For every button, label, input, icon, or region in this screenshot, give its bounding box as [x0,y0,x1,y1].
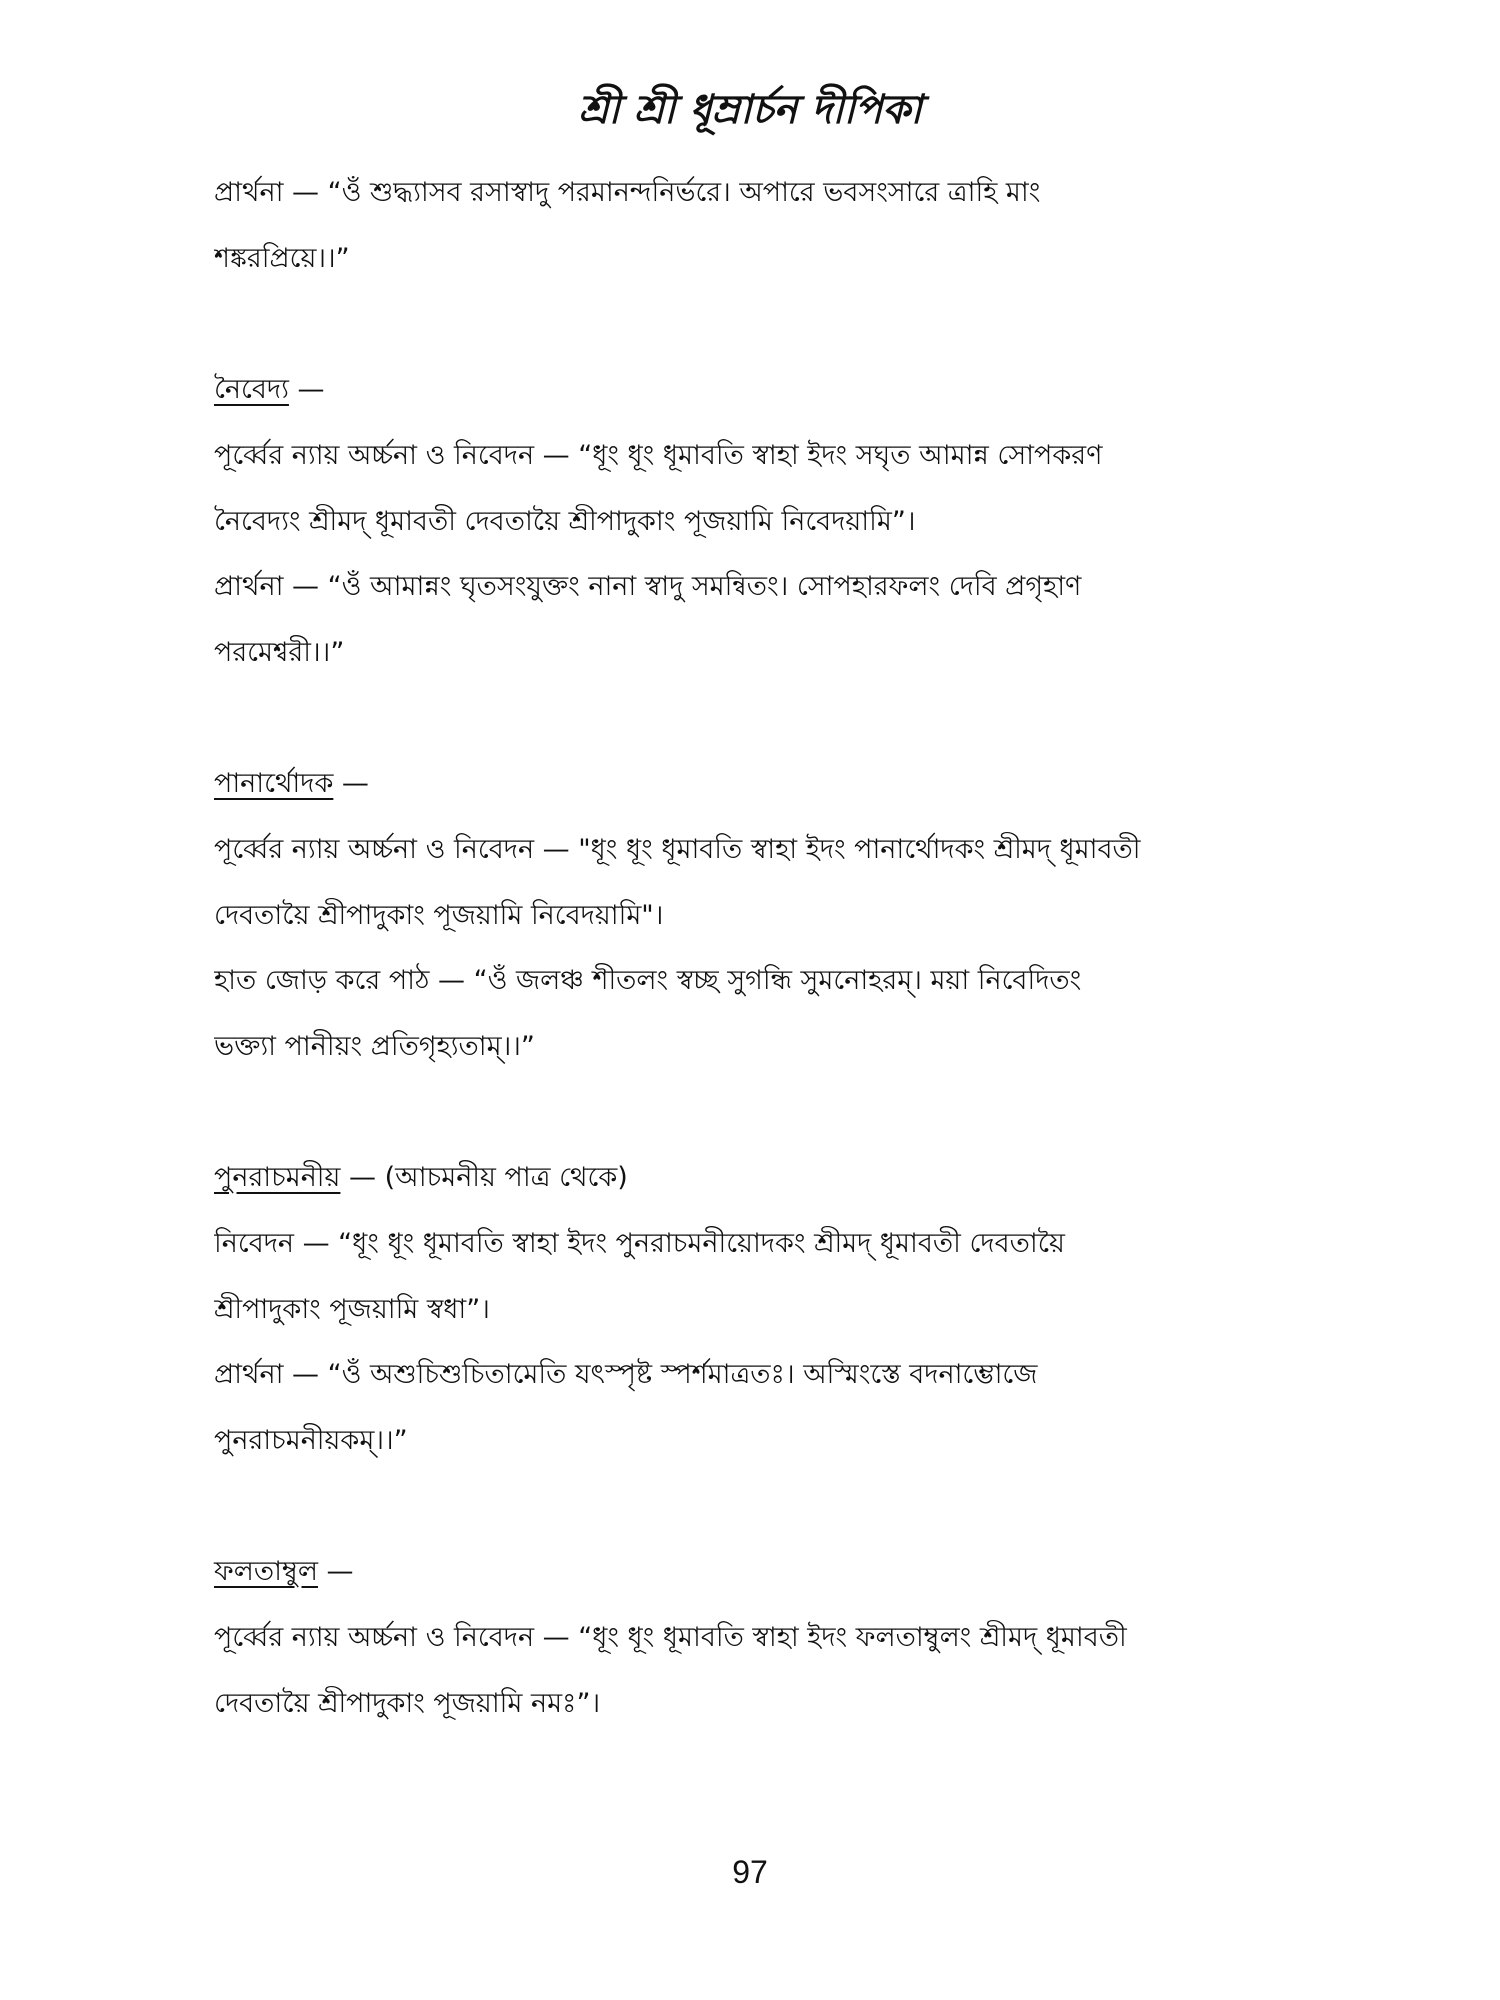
text-line: প্রার্থনা — “ওঁ আমান্নং ঘৃতসংযুক্তং নানা স্বাদু সমন্বিতং। সোপহারফলং দেবি প্রগৃহাণ [214,571,1082,602]
text-line: পূর্ব্বের ন্যায় অর্চ্চনা ও নিবেদন — “ধূং ধূং ধূমাবতি স্বাহা ইদং ফলতাম্বুলং শ্রীমদ্ ধূমাবতী [214,1622,1127,1653]
section-heading-label: পুনরাচমনীয় [214,1162,341,1193]
section-heading-panarthodak [214,762,369,806]
section-heading-suffix: — [317,1556,354,1587]
section-heading-suffix: — [288,374,325,405]
section-heading-naivedya [214,368,325,412]
text-line: প্রার্থনা — “ওঁ শুদ্ধ্যাসব রসাস্বাদু পরমানন্দনির্ভরে। অপারে ভবসংসারে ত্রাহি মাং [214,177,1041,208]
section-heading-label: পানার্থোদক [214,768,334,799]
section-heading-suffix: — (আচমনীয় পাত্র থেকে) [340,1162,628,1193]
page-title: শ্রী শ্রী ধূম্রার্চন দীপিকা [578,87,922,133]
section-heading-punarachamaniya [214,1156,628,1200]
text-line: নিবেদন — “ধূং ধূং ধূমাবতি স্বাহা ইদং পুনরাচমনীয়োদকং শ্রীমদ্ ধূমাবতী দেবতায়ৈ [214,1228,1065,1259]
page-number: 97 [732,1854,768,1890]
text-line: প্রার্থনা — “ওঁ অশুচিশুচিতামেতি যৎস্পৃষ্ট স্পর্শমাত্রতঃ। অস্মিংস্তে বদনাম্ভোজে [214,1359,1038,1390]
text-line: শ্রীপাদুকাং পূজয়ামি স্বধা”। [214,1294,490,1325]
section-heading-label: ফলতাম্বুল [214,1556,318,1587]
section-heading-phalatambul [214,1550,354,1594]
text-line: দেবতায়ৈ শ্রীপাদুকাং পূজয়ামি নমঃ”। [214,1688,601,1719]
text-line: ভক্ত্যা পানীয়ং প্রতিগৃহ্যতাম্।।” [214,1031,535,1062]
text-line: পরমেশ্বরী।।” [214,637,345,668]
text-line: দেবতায়ৈ শ্রীপাদুকাং পূজয়ামি নিবেদয়ামি"। [214,900,664,931]
text-line: শঙ্করপ্রিয়ে।।” [214,243,350,274]
text-line: পূর্ব্বের ন্যায় অর্চ্চনা ও নিবেদন — “ধূং ধূং ধূমাবতি স্বাহা ইদং সঘৃত আমান্ন সোপকরণ [214,440,1103,471]
text-line: পূর্ব্বের ন্যায় অর্চ্চনা ও নিবেদন — "ধূং ধূং ধূমাবতি স্বাহা ইদং পানার্থোদকং শ্রীমদ্ ধূমাবতী [214,834,1141,865]
section-heading-label: নৈবেদ্য [214,374,289,405]
section-heading-suffix: — [333,768,369,799]
text-line: পুনরাচমনীয়কম্।।” [214,1425,408,1456]
text-line: হাত জোড় করে পাঠ — “ওঁ জলঞ্চ শীতলং স্বচ্ছ সুগন্ধি সুমনোহরম্। ময়া নিবেদিতং [214,965,1082,996]
text-line: নৈবেদ্যং শ্রীমদ্ ধূমাবতী দেবতায়ৈ শ্রীপাদুকাং পূজয়ামি নিবেদয়ামি”। [214,506,916,537]
